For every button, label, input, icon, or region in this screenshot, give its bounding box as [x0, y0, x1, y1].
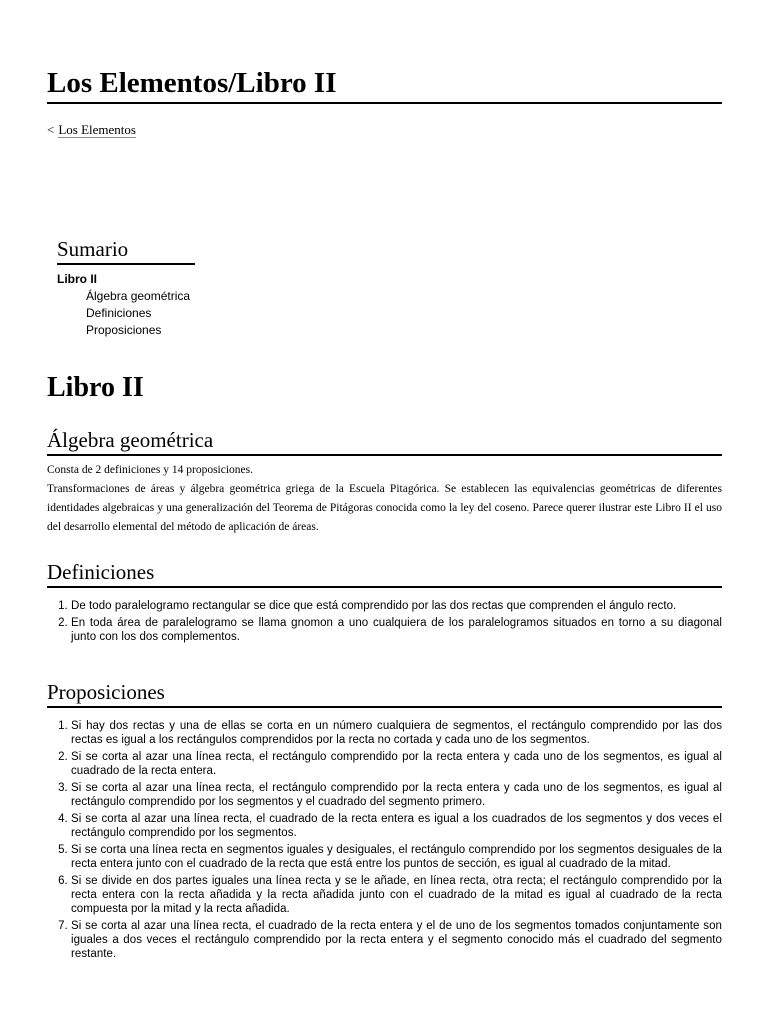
toc-item-algebra	[57, 288, 257, 305]
toc-list	[57, 271, 257, 339]
section-algebra	[47, 428, 722, 537]
breadcrumb-separator: <	[47, 122, 55, 137]
list-item: 1. De todo paralelogramo rectangular se dice que está comprendido por las dos rectas que comprenden el ángulo recto.	[71, 599, 722, 613]
algebra-paragraph-1: Consta de 2 definiciones y 14 proposiciones.	[47, 464, 254, 476]
toc-title: Sumario	[57, 237, 195, 265]
list-item: 1. Si hay dos rectas y una de ellas se corta en un número cualquiera de segmentos, el rectángulo comprendido por las dos rectas es igual a los rectángulos comprendidos por la recta no cortada y cada uno de los segmentos.	[71, 719, 722, 747]
section-definiciones	[47, 560, 722, 647]
list-item: 6. Si se divide en dos partes iguales una línea recta y se le añade, en línea recta, otra recta; el rectángulo comprendido por la recta entera con la recta añadida y la recta añadida junto con el cuadrado de la mitad es igual al cuadrado de la recta compuesta por la mitad y la recta añadida.	[71, 874, 722, 917]
list-item: 7. Si se corta al azar una línea recta, el cuadrado de la recta entera y el de uno de los segmentos tomados conjuntamente son iguales a dos veces el rectángulo comprendido por la recta entera y el segmento conocido más el cuadrado del segmento restante.	[71, 919, 722, 962]
toc-item-libro-ii	[57, 271, 257, 288]
section-heading-definiciones: Definiciones	[47, 560, 722, 588]
toc-link-libro-ii[interactable]: Libro II	[57, 272, 97, 286]
list-item: 2. En toda área de paralelogramo se llama gnomon a uno cualquiera de los paralelogramos situados en torno a su diagonal junto con los dos complementos.	[71, 616, 722, 644]
proposiciones-list	[47, 719, 722, 961]
back-link-los-elementos[interactable]: Los Elementos	[58, 122, 136, 137]
definiciones-list	[47, 599, 722, 644]
book-title: Libro II	[47, 372, 144, 403]
page-title: Los Elementos/Libro II	[47, 66, 722, 104]
toc-link-proposiciones[interactable]: Proposiciones	[86, 323, 162, 337]
toc-item-proposiciones	[57, 322, 257, 339]
breadcrumb	[47, 122, 136, 138]
toc-link-algebra[interactable]: Álgebra geométrica	[86, 289, 191, 303]
section-heading-algebra: Álgebra geométrica	[47, 428, 722, 456]
list-item: 4. Si se corta al azar una línea recta, el cuadrado de la recta entera es igual a los cuadrados de los segmentos y dos veces el rectángulo comprendido por los segmentos.	[71, 812, 722, 840]
toc-item-definiciones	[57, 305, 257, 322]
algebra-paragraph-2: Transformaciones de áreas y álgebra geométrica griega de la Escuela Pitagórica. Se establecen las equivalencias geométricas de diferentes identidades algebraicas y una generalización del Teorema de Pitágoras conocida como la ley del coseno. Parece querer ilustrar este Libro II el uso del desarrollo elemental del método de aplicación de áreas.	[47, 483, 722, 533]
list-item: 2. Si se corta al azar una línea recta, el rectángulo comprendido por la recta entera y cada uno de los segmentos, es igual al cuadrado de la recta entera.	[71, 750, 722, 778]
section-proposiciones	[47, 680, 722, 964]
list-item: 5. Si se corta una línea recta en segmentos iguales y desiguales, el rectángulo comprendido por los segmentos desiguales de la recta entera junto con el cuadrado de la recta que está entre los puntos de sección, es igual al cuadrado de la mitad.	[71, 843, 722, 871]
toc-link-definiciones[interactable]: Definiciones	[86, 306, 152, 320]
section-heading-proposiciones: Proposiciones	[47, 680, 722, 708]
table-of-contents	[57, 237, 257, 339]
list-item: 3. Si se corta al azar una línea recta, el rectángulo comprendido por la recta entera y cada uno de los segmentos, es igual al rectángulo comprendido por los segmentos y el cuadrado del segmento primero.	[71, 781, 722, 809]
